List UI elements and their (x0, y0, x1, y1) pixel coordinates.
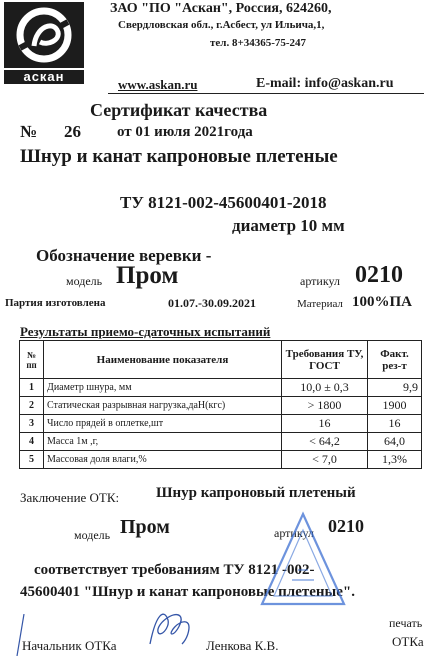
chief-name: Ленкова К.В. (206, 638, 279, 653)
conclusion-article-label: артикул (274, 526, 314, 540)
cell-requirement: > 1800 (282, 397, 368, 415)
article-label: артикул (300, 274, 340, 288)
stamp-caption-2: ОТКа (392, 634, 424, 649)
cell-name: Диаметр шнура, мм (44, 379, 282, 397)
certificate-number: 26 (64, 122, 81, 141)
results-table (19, 340, 422, 469)
cell-requirement: 16 (282, 415, 368, 433)
email-link[interactable]: E-mail: info@askan.ru (256, 76, 394, 91)
cell-name: Статическая разрывная нагрузка,даН(кгс) (44, 397, 282, 415)
column-name: Наименование показателя (44, 341, 282, 379)
signature-icon (146, 604, 194, 650)
certificate-number-label: № (20, 122, 38, 141)
cell-no: 5 (20, 451, 44, 469)
cell-name: Массовая доля влаги,% (44, 451, 282, 469)
conclusion-product: Шнур капроновый плетеный (156, 485, 356, 501)
header-divider (108, 93, 424, 94)
cell-no: 2 (20, 397, 44, 415)
cell-fact: 9,9 (368, 379, 422, 397)
material-label: Материал (297, 298, 343, 310)
cell-no: 1 (20, 379, 44, 397)
cell-fact: 1,3% (368, 451, 422, 469)
cell-name: Масса 1м ,г, (44, 433, 282, 451)
company-phone: тел. 8+34365-75-247 (210, 37, 307, 49)
stamp-caption-1: печать (389, 616, 423, 630)
material-value: 100%ПА (352, 294, 412, 310)
batch-period: 01.07.-30.09.2021 (168, 296, 256, 310)
table-row (20, 397, 422, 415)
table-row (20, 433, 422, 451)
product-title: Шнур и канат капроновые плетеные (20, 146, 338, 167)
table-row (20, 415, 422, 433)
cell-no: 3 (20, 415, 44, 433)
cell-requirement: < 7,0 (282, 451, 368, 469)
company-address: Свердловская обл., г.Асбест, ул Ильича,1, (118, 19, 325, 31)
table-row (20, 451, 422, 469)
table-row (20, 379, 422, 397)
table-header-row (20, 341, 422, 379)
cell-name: Число прядей в оплетке,шт (44, 415, 282, 433)
cell-fact: 1900 (368, 397, 422, 415)
company-name: ЗАО "ПО "Аскан", Россия, 624260, (110, 1, 332, 16)
conclusion-article: 0210 (328, 516, 364, 536)
column-no: № пп (20, 341, 44, 379)
cell-requirement: 10,0 ± 0,3 (282, 379, 368, 397)
cell-requirement: < 64,2 (282, 433, 368, 451)
conclusion-label: Заключение ОТК: (20, 490, 120, 505)
conclusion-line-2: 45600401 "Шнур и канат капроновые плетеные". (20, 584, 355, 600)
batch-label: Партия изготовлена (5, 297, 106, 309)
logo-wordmark: аскан (4, 70, 84, 84)
cell-fact: 64,0 (368, 433, 422, 451)
logo-mark-icon (4, 2, 84, 68)
results-heading: Результаты приемо-сдаточных испытаний (20, 324, 271, 339)
conclusion-model-label: модель (74, 528, 111, 542)
chief-label: Начальник ОТКа (22, 638, 117, 653)
designation-heading: Обозначение веревки - (36, 246, 212, 265)
conclusion-line-1: соответствует требованиям ТУ 8121 -002- (34, 562, 315, 578)
model-label: модель (66, 274, 103, 288)
website-link[interactable]: www.askan.ru (118, 77, 198, 92)
otk-stamp-icon (258, 510, 348, 608)
cell-no: 4 (20, 433, 44, 451)
conclusion-model: Пром (120, 516, 170, 538)
tu-standard: ТУ 8121-002-45600401-2018 (120, 193, 327, 212)
cell-fact: 16 (368, 415, 422, 433)
column-fact: Факт. рез-т (368, 341, 422, 379)
diameter: диаметр 10 мм (232, 216, 345, 235)
article-value: 0210 (355, 262, 403, 288)
logo-emblem (4, 2, 84, 68)
column-requirement: Требования ТУ, ГОСТ (282, 341, 368, 379)
company-logo (4, 2, 84, 86)
certificate-title: Сертификат качества (90, 100, 268, 120)
model-value: Пром (116, 262, 179, 289)
certificate-date: от 01 июля 2021года (117, 124, 253, 140)
